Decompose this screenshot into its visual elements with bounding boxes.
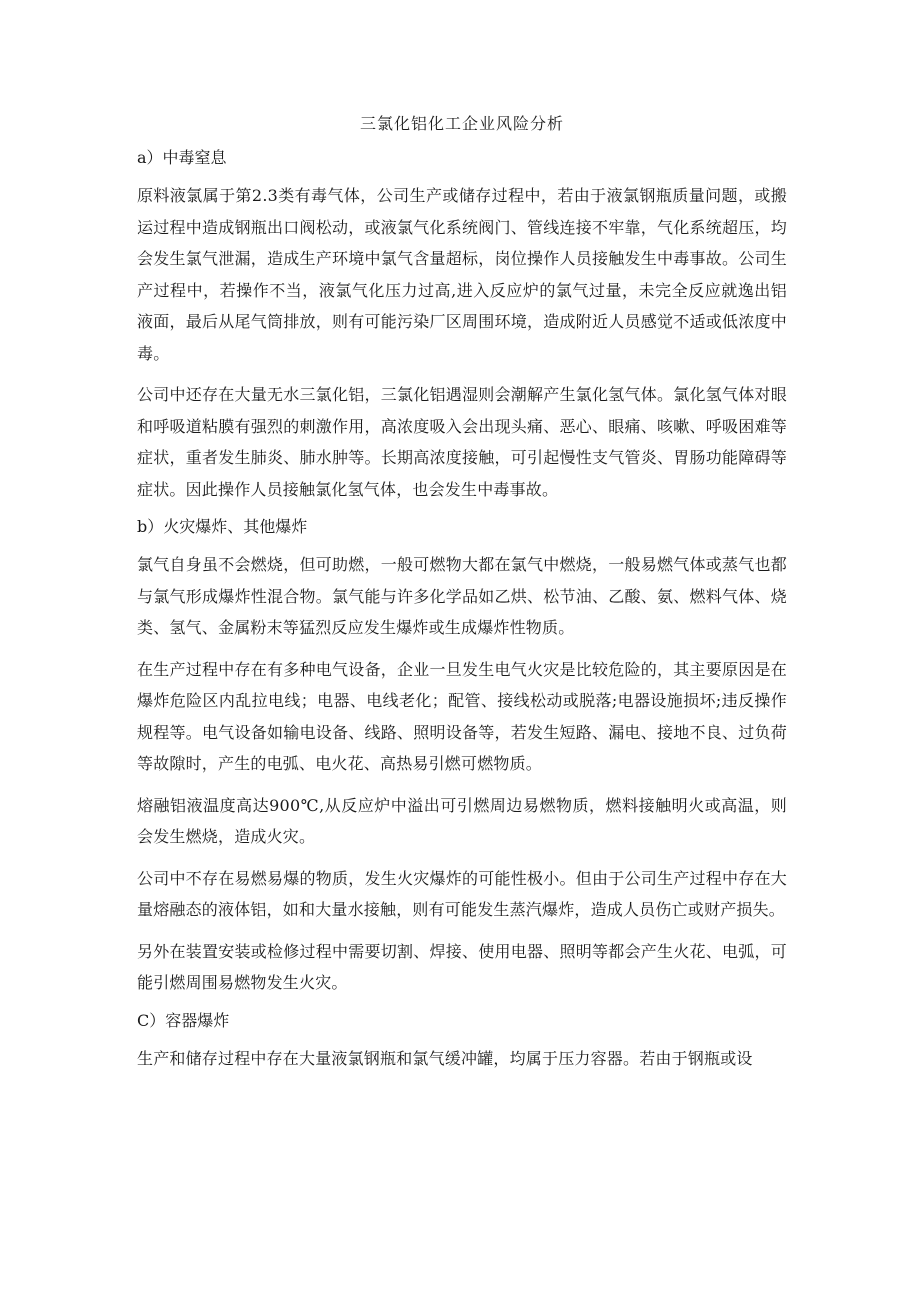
paragraph-electrical-fire: 在生产过程中存在有多种电气设备，企业一旦发生电气火灾是比较危险的，其主要原因是在爆炸危险区内乱拉电线；电器、电线老化；配管、接线松动或脱落;电器设施损坏;违反操作规程等。电气设备如输电设备、线路、照明设备等，若发生短路、漏电、接地不良、过负荷等故隙时，产生的电弧、电火花、高热易引燃可燃物质。 [137,659,787,773]
section-heading-poisoning: a）中毒窒息 [137,148,227,167]
section-vessel-explosion [137,1009,787,1075]
paragraph-chlorine-leak: 原料液氯属于第2.3类有毒气体，公司生产或储存过程中，若由于液氯钢瓶质量问题，或搬运过程中造成钢瓶出口阀松动，或液氯气化系统阀门、管线连接不牢靠，气化系统超压，均会发生氯气泄漏，造成生产环境中氯气含量超标，岗位操作人员接触发生中毒事故。公司生产过程中，若操作不当，液氯气化压力过高,进入反应炉的氯气过量，未完全反应就逸出铝液面，最后从尾气筒排放，则有可能污染厂区周围环境，造成附近人员感觉不适或低浓度中毒。 [137,186,787,363]
paragraph-chlorine-combustion: 氯气自身虽不会燃烧，但可助燃，一般可燃物大都在氯气中燃烧，一般易燃气体或蒸气也都与氯气形成爆炸性混合物。氯气能与许多化学品如乙烘、松节油、乙酸、氨、燃料气体、烧类、氢气、金属粉末等猛烈反应发生爆炸或生成爆炸性物质。 [137,555,787,637]
paragraph-pressure-vessels: 生产和储存过程中存在大量液氯钢瓶和氯气缓冲罐，均属于压力容器。若由于钢瓶或设 [137,1048,753,1068]
section-heading-fire-explosion: b）火灾爆炸、其他爆炸 [137,517,308,536]
document-title: 三氯化铝化工企业风险分析 [359,114,564,133]
paragraph-hydrogen-chloride: 公司中还存在大量无水三氯化铝，三氯化铝遇湿则会潮解产生氯化氢气体。氯化氢气体对眼和呼吸道粘膜有强烈的刺激作用，高浓度吸入会出现头痛、恶心、眼痛、咳嗽、呼吸困难等症状，重者发生肺炎、肺水肿等。长期高浓度接触，可引起慢性支气管炎、胃肠功能障碍等症状。因此操作人员接触氯化氢气体，也会发生中毒事故。 [137,385,787,499]
document-page [137,112,787,1084]
section-fire-explosion [137,515,787,999]
section-poisoning [137,146,787,505]
section-heading-vessel-explosion: C）容器爆炸 [137,1010,230,1030]
paragraph-maintenance-sparks: 另外在装置安装或检修过程中需要切割、焊接、使用电器、照明等都会产生火花、电弧，可能引燃周围易燃物发生火灾。 [137,941,787,992]
paragraph-steam-explosion: 公司中不存在易燃易爆的物质，发生火灾爆炸的可能性极小。但由于公司生产过程中存在大量熔融态的液体铝，如和大量水接触，则有可能发生蒸汽爆炸，造成人员伤亡或财产损失。 [137,868,787,919]
paragraph-molten-aluminum: 熔融铝液温度高达900℃,从反应炉中溢出可引燃周边易燃物质，燃料接触明火或高温，则会发生燃烧，造成火灾。 [137,795,787,846]
